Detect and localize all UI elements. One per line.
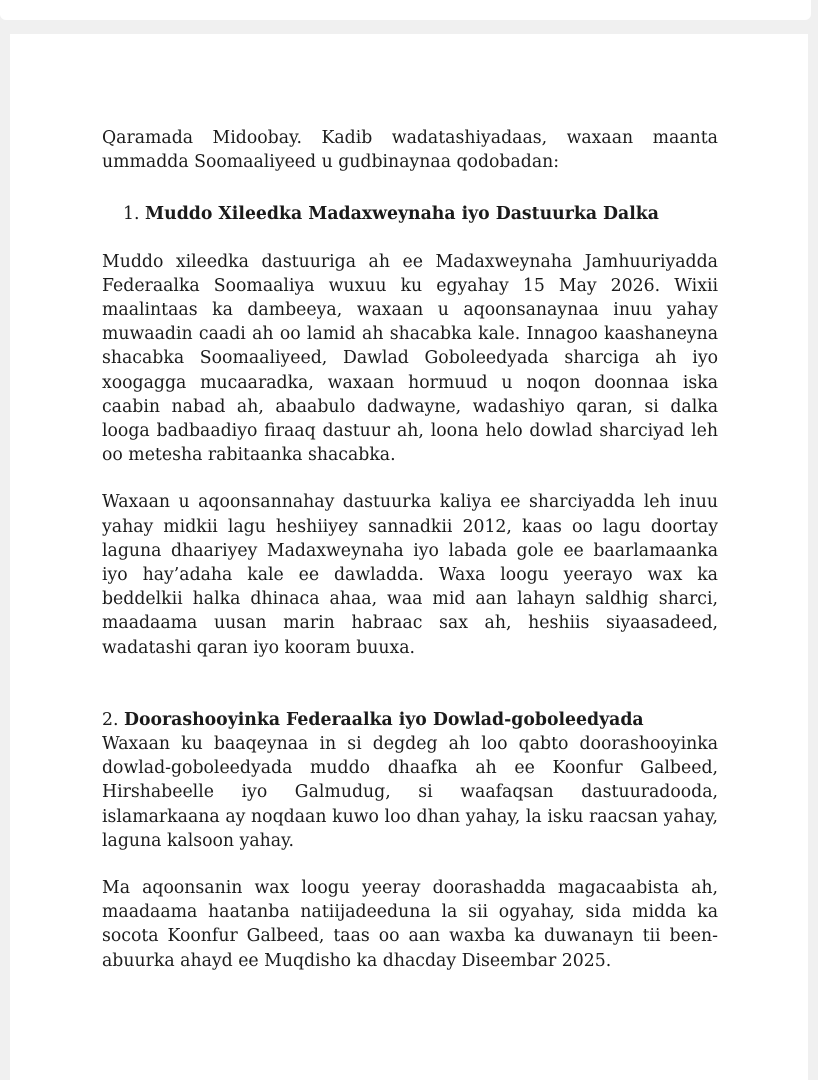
section-2-heading [102,708,718,732]
section-2-number: 2. [102,709,119,730]
section-2-paragraph-1: Waxaan ku baaqeynaa in si degdeg ah loo qabto doorashooyinka dowlad-goboleedyada muddo dhaafka ah ee Koonfur Galbeed, Hirshabeelle iyo Galmudug, si waafaqsan dastuuradooda, islamarkaana ay noqdaan kuwo loo dhan yahay, la isku raacsan yahay, laguna kalsoon yahay. [102,734,718,851]
section-1-paragraph-1: Muddo xileedka dastuuriga ah ee Madaxweynaha Jamhuuriyadda Federaalka Soomaaliya wuxuu ku egyahay 15 May 2026. Wixii maalintaas ka dambeeya, waxaan u aqoonsanaynaa inuu yahay muwaadin caadi ah oo lamid ah shacabka kale. Innagoo kaashaneyna shacabka Soomaaliyeed, Dawlad Goboleedyada sharciga ah iyo xoogagga mucaaradka, waxaan hormuud u noqon doonnaa iska caabin nabad ah, abaabulo dadwayne, wadashiyo qaran, si dalka looga badbaadiyo firaaq dastuur ah, loona helo dowlad sharciyad leh oo metesha rabitaanka shacabka. [102,251,718,466]
section-1-number: 1. [123,204,140,225]
previous-page-edge [0,0,811,20]
section-1-title: Muddo Xileedka Madaxweynaha iyo Dastuurka Dalka [145,204,659,225]
intro-paragraph: Qaramada Midoobay. Kadib wadatashiyadaas, waxaan maanta ummadda Soomaaliyeed u gudbinaynaa qodobadan: [102,128,718,173]
section-1-paragraph-2: Waxaan u aqoonsannahay dastuurka kaliya ee sharciyadda leh inuu yahay midkii lagu heshiiyey sannadkii 2012, kaas oo lagu doortay laguna dhaariyey Madaxweynaha iyo labada gole ee baarlamaanka iyo hay’adaha kale ee dawladda. Waxa loogu yeerayo wax ka beddelkii halka dhinaca ahaa, waa mid aan lahayn saldhig sharci, maadaama uusan marin habraac sax ah, heshiis siyaasadeed, wadatashi qaran iyo kooram buuxa. [102,492,718,658]
document-body [102,126,718,973]
section-1-heading [102,202,718,226]
section-2-paragraph-2: Ma aqoonsanin wax loogu yeeray doorashadda magacaabista ah, maadaama haatanba natiijadeeduna la sii ogyahay, sida midda ka socota Koonfur Galbeed, taas oo aan waxba ka duwanayn tii been-abuurka ahayd ee Muqdisho ka dhacday Diseembar 2025. [102,878,718,971]
document-page [10,34,808,1080]
section-2-title: Doorashooyinka Federaalka iyo Dowlad-goboleedyada [124,709,644,730]
